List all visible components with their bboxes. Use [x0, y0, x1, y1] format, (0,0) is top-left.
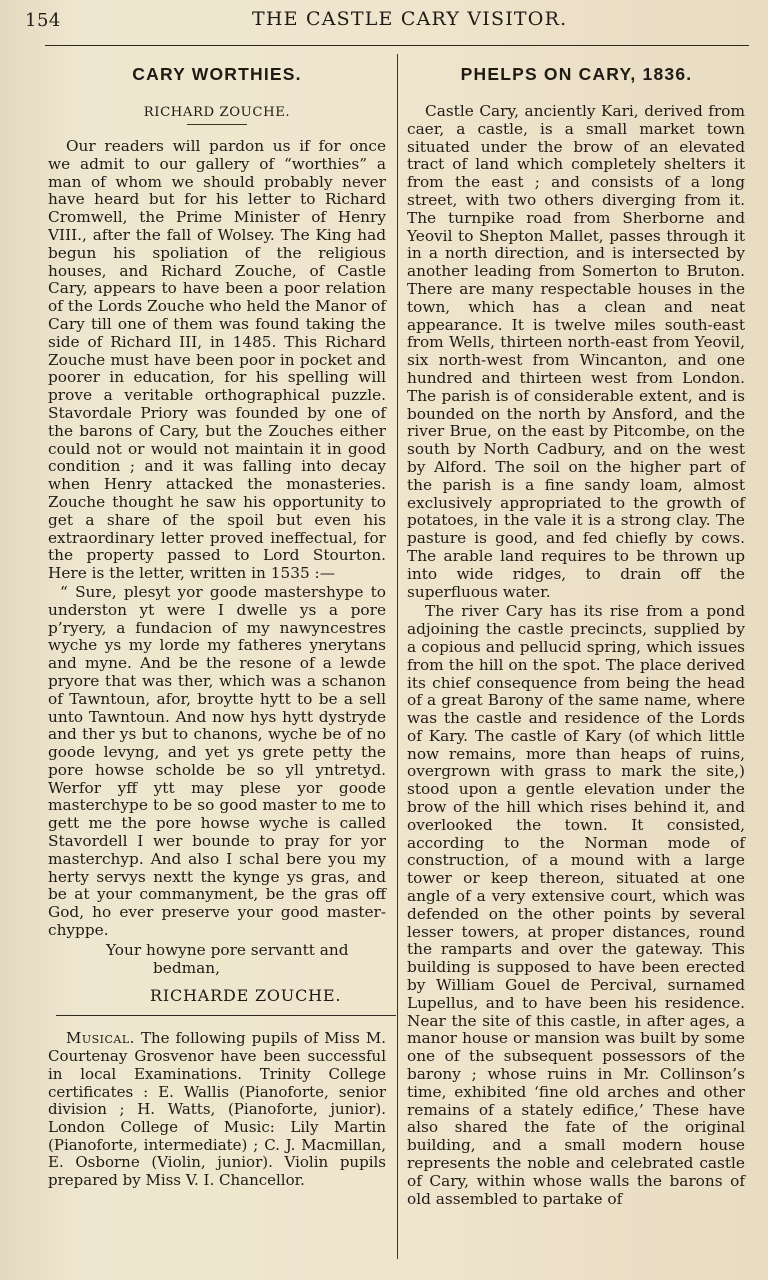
article-body — [48, 138, 386, 940]
column-divider — [397, 54, 398, 1259]
musical-notice — [48, 1030, 386, 1189]
article-paragraph-1: Our readers will pardon us if for once we admit to our gallery of “worthies” a man of whom we should probably never have heard but for his letter to Richard Cromwell, the Prime Minister of Henry VIII., after the fall of Wolsey. The King had begun his spoliation of the religious houses, and Richard Zouche, of Castle Cary, appears to have been a poor relation of the Lords Zouche who held the Manor of Cary till one of them was found taking the side of Richard III, in 1485. This Richard Zouche must have been poor in pocket and poorer in education, for his spelling will prove a veritable orthographical puzzle. Stavordale Priory was founded by one of the barons of Cary, but the Zouches either could not or would not maintain it in good condition ; and it was falling into decay when Henry attacked the monasteries. Zouche thought he saw his opportunity to get a share of the spoil but even his extraordinary letter proved ineffectual, for the property passed to Lord Stourton. Here is the letter, written in 1535 :— — [48, 137, 386, 583]
right-column — [407, 56, 745, 1208]
subheading-rule — [187, 124, 247, 125]
musical-paragraph — [48, 1030, 386, 1189]
article-paragraph-2: “ Sure, plesyt yor goode mastershype to underston yt were I dwelle ys a pore p’ryery, a fundacion of my nawyncestres wyche ys my lorde my fatheres ynerytans and myne. And be the resone of a lewde pryore that was ther, which was a schanon of Tawntoun, afor, broytte hytt to be a sell unto Tawntoun. And now hys hytt dystryde and ther ys but to chanons, wyche be of no goode levyng, and yet ys grete petty the pore howse scholde be so yll yntretyd. Werfor yff ytt may plese yor goode masterchype to be so good master to me to gett me the pore howse wyche is called Stavordell I wer bounde to pray for yor masterchyp. And also I schal bere you my herty servys nextt the kynge ys gras, and be at your commanyment, be the gras off God, ho ever preserve your good master-chyppe. — [48, 582, 386, 940]
right-paragraph-1: Castle Cary, anciently Kari, derived from caer, a castle, is a small market town situated under the brow of an elevated tract of land which completely shelters it from the east ; and consists of a long street, with two others diverging from it. The turnpike road from Sherborne and Yeovil to Shepton Mallet, passes through it in a north direction, and is intersected by another leading from Somerton to Bruton. There are many respectable houses in the town, which has a clean and neat appearance. It is twelve miles south-east from Wells, thirteen north-east from Yeovil, six north-west from Wincanton, and one hundred and thirteen west from London. The parish is of considerable extent, and is bounded on the north by Ansford, and the river Brue, on the east by Pitcombe, on the south by North Cadbury, and on the west by Alford. The soil on the higher part of the parish is a fine sandy loam, almost exclusively appropriated to the growth of potatoes, in the vale it is a strong clay. The pasture is good, and fed chiefly by cows. The arable land requires to be thrown up into wide ridges, to drain off the superfluous water. — [407, 102, 745, 601]
musical-text: The following pupils of Miss M. Courtenay Grosvenor have been successful in local Examinations. Trinity College certificates : E. Wallis (Pianoforte, senior division ; H. Watts, (Pianoforte, junior). London College of Music: Lily Martin (Pianoforte, intermediate) ; C. J. Macmillan, E. Osborne (Violin, junior). Violin pupils prepared by Miss V. I. Chancellor. — [48, 1029, 386, 1190]
closing-line-2: bedman, — [153, 958, 220, 977]
section-title-cary-worthies: CARY WORTHIES. — [132, 64, 302, 84]
musical-label: Musical. — [66, 1029, 135, 1048]
section-title-phelps-on-cary: PHELPS ON CARY, 1836. — [460, 64, 693, 84]
signature-name: RICHARDE ZOUCHE. — [150, 986, 342, 1006]
journal-title: THE CASTLE CARY VISITOR. — [252, 8, 568, 30]
left-column — [48, 56, 386, 1190]
top-rule — [45, 45, 749, 46]
subheading-richard-zouche: RICHARD ZOUCHE. — [143, 105, 291, 120]
page-number: 154 — [25, 10, 61, 31]
closing-line-1: Your howyne pore servantt and — [106, 940, 349, 959]
right-article-body — [407, 103, 745, 1208]
right-paragraph-2: The river Cary has its rise from a pond adjoining the castle precincts, supplied by a copious and pellucid spring, which issues from the hill on the spot. The place derived its chief consequence from being the head of a great Barony of the same name, where was the castle and residence of the Lords of Kary. The castle of Kary (of which little now remains, more than heaps of ruins, overgrown with grass to mark the site,) stood upon a gentle elevation under the brow of the hill which rises behind it, and overlooked the town. It consisted, according to the Norman mode of construction, of a mound with a large tower or keep thereon, situated at one angle of a very extensive court, which was defended on the other points by several lesser towers, at proper distances, round the ramparts and over the gateway. This building is supposed to have been erected by William Gouel de Percival, surnamed Lupellus, and to have been his residence. Near the site of this castle, in after ages, a manor house or mansion was built by some one of the subsequent possessors of the barony ; whose ruins in Mr. Collinson’s time, exhibited ‘fine old arches and other remains of a stately edifice,’ These have also shared the fate of the original building, and a small modern house represents the noble and celebrated castle of Cary, within whose walls the barons of old assembled to partake of — [407, 602, 745, 1208]
section-rule — [56, 1015, 396, 1016]
